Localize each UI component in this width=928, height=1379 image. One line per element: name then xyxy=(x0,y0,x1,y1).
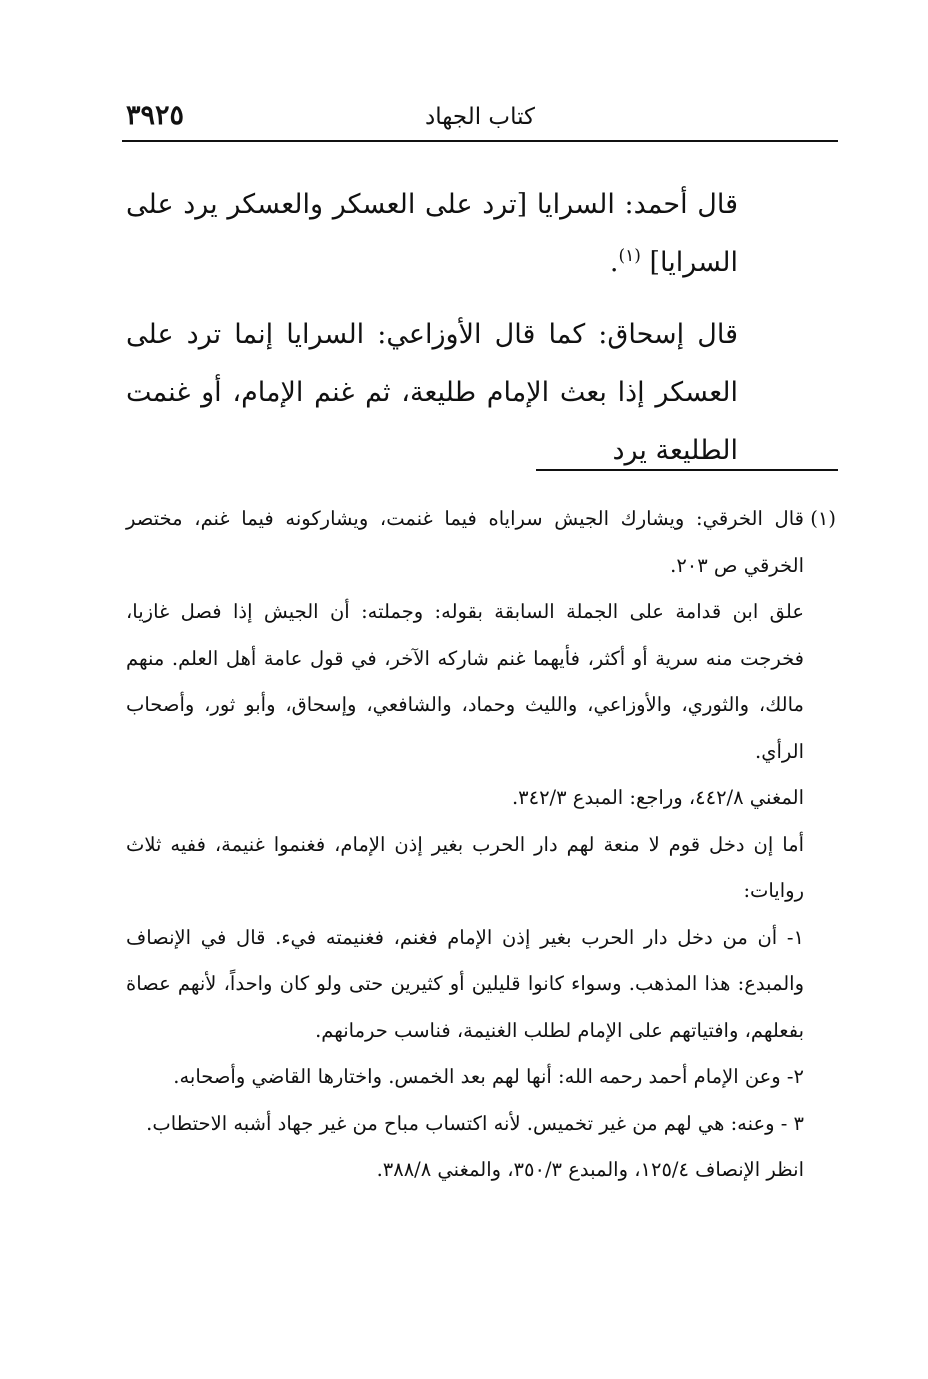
page-header xyxy=(122,96,838,142)
footnote-reference: (١) xyxy=(618,246,641,266)
footnote-paragraph: ١- أن من دخل دار الحرب بغير إذن الإمام فغنم، فغنيمته فيء. قال في الإنصاف والمبدع: هذا المذهب. وسواء كانوا قليلين أو كثيرين حتى ولو كان واحداً، لأنهم عصاة بفعلهم، وافتياتهم على الإمام لطلب الغنيمة، فناسب حرمانهم. xyxy=(126,925,804,1042)
footnotes xyxy=(126,496,836,1194)
footnote-paragraph: ٣ - وعنه: هي لهم من غير تخميس. لأنه اكتساب مباح من غير جهاد أشبه الاحتطاب. xyxy=(146,1111,804,1135)
footnote-paragraph: علق ابن قدامة على الجملة السابقة بقوله: وجملته: أن الجيش إذا فصل غازيا، فخرجت منه سرية أو أكثر، فأيهما غنم شاركه الآخر، في قول عامة أهل العلم. منهم مالك، والثوري، والأوزاعي، والليث وحماد، والشافعي، وإسحاق، وأبو ثور، وأصحاب الرأي. xyxy=(126,600,804,763)
footnote-1-text: قال الخرقي: ويشارك الجيش سراياه فيما غنمت، ويشاركونه فيما غنم، مختصر الخرقي ص ٢٠٣. xyxy=(126,507,804,577)
footnote-marker: (١) xyxy=(810,507,836,530)
footnote-paragraph: أما إن دخل قوم لا منعة لهم دار الحرب بغير إذن الإمام، فغنموا غنيمة، ففيه ثلاث روايات: xyxy=(126,832,805,902)
body-paragraph-2: قال إسحاق: كما قال الأوزاعي: السرايا إنما ترد على العسكر إذا بعث الإمام طليعة، ثم غنم الإمام، أو غنمت الطليعة يرد xyxy=(126,319,738,466)
footnote-paragraph: المغني ٤٤٢/٨، وراجع: المبدع ٣٤٢/٣. xyxy=(511,786,804,809)
footnote-paragraph: انظر الإنصاف ١٢٥/٤، والمبدع ٣٥٠/٣، والمغني ٣٨٨/٨. xyxy=(376,1158,804,1181)
running-title: كتاب الجهاد xyxy=(425,104,535,130)
body-paragraph-1-end: . xyxy=(609,247,619,278)
page-number: ٣٩٢٥ xyxy=(126,100,185,131)
body-paragraph-1-text: قال أحمد: السرايا [ترد على العسكر والعسكر يرد على السرايا] xyxy=(126,189,738,278)
main-text xyxy=(126,176,738,494)
footnote-separator xyxy=(536,469,838,471)
body-paragraph-1 xyxy=(126,176,738,292)
footnote-paragraph: ٢- وعن الإمام أحمد رحمه الله: أنها لهم بعد الخمس. واختارها القاضي وأصحابه. xyxy=(173,1065,804,1088)
footnote-1 xyxy=(126,496,836,589)
